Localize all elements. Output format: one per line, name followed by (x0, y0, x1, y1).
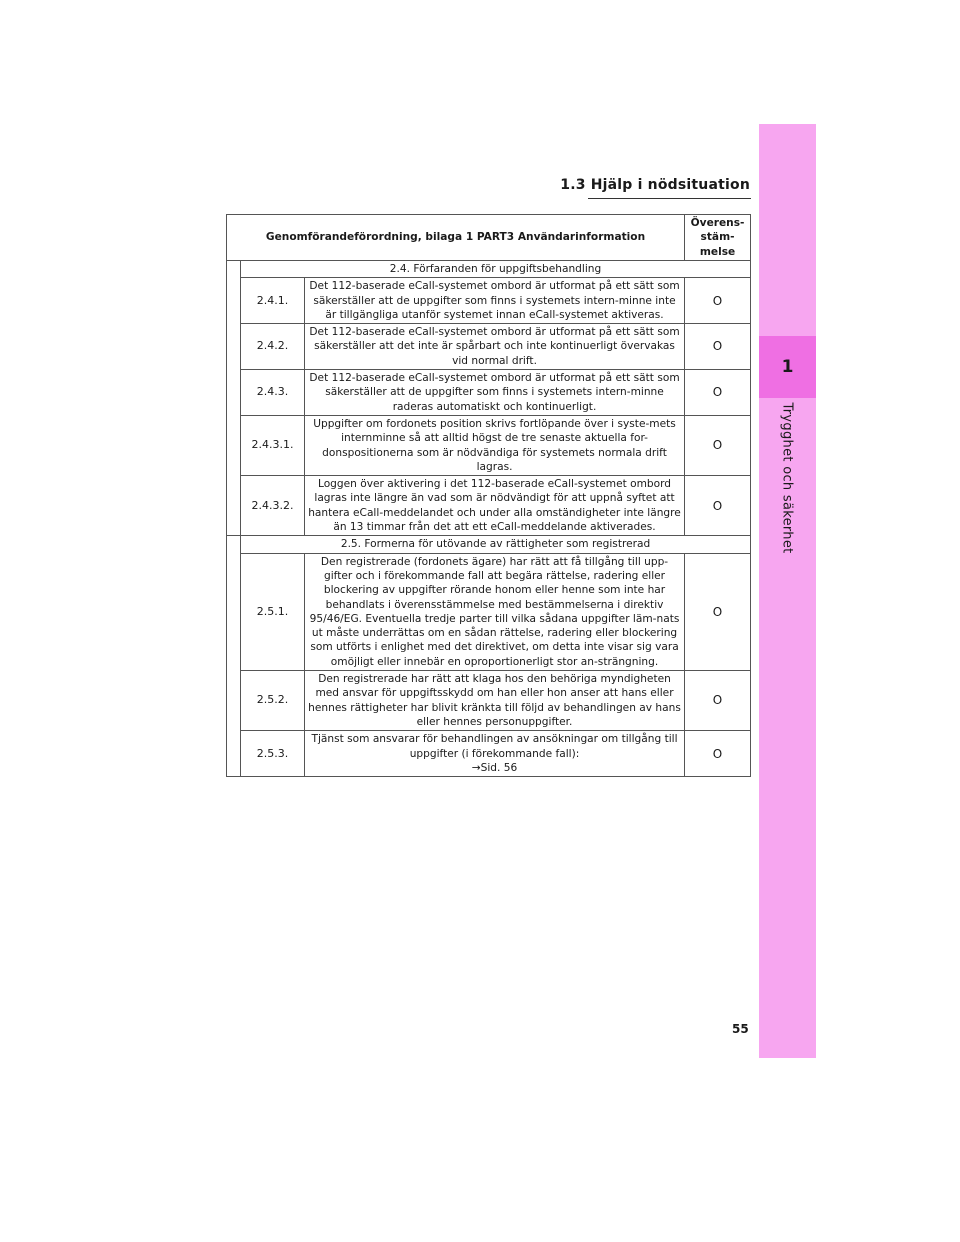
clause-text-cell (305, 370, 685, 416)
chapter-title: Trygghet och säkerhet (779, 402, 795, 554)
clause-number: 2.5.3. (241, 731, 305, 777)
section-indent-cell (227, 536, 241, 777)
clause-text-cell (305, 553, 685, 670)
clause-text-cell (305, 415, 685, 475)
clause-number: 2.5.2. (241, 671, 305, 731)
clause-text-cell (305, 476, 685, 536)
conformity-header-l1: Överens- (690, 217, 745, 230)
conformity-mark: O (685, 370, 751, 416)
conformity-header-l3: melse (699, 245, 736, 258)
table-row (227, 415, 751, 475)
table-row (227, 476, 751, 536)
table-row (227, 278, 751, 324)
conformity-mark: O (685, 553, 751, 670)
clause-number: 2.4.1. (241, 278, 305, 324)
chapter-side-tab (759, 124, 816, 1058)
chapter-number-badge (759, 336, 816, 398)
clause-text: Den registrerade har rätt att klaga hos den behöriga myndigheten med ansvar för uppgiftsskydd om han eller hon anser att hans eller hennes rättigheter har blivit kränkta till följd av behandlingen av hans eller hennes personuppgifter. (308, 673, 681, 728)
conformity-mark: O (685, 324, 751, 370)
section-header: 1.3 Hjälp i nödsituation (560, 177, 750, 193)
conformity-header-l2: stäm- (700, 231, 735, 244)
table-row (227, 671, 751, 731)
table-row (227, 370, 751, 416)
table-row (227, 731, 751, 777)
conformity-mark: O (685, 476, 751, 536)
section-indent-cell (227, 261, 241, 536)
conformity-mark: O (685, 671, 751, 731)
clause-text: Uppgifter om fordonets position skrivs fortlöpande över i syste-mets internminne så att alltid högst de tre senaste aktuella for-donspositionerna som är nödvändiga för systemets normala drift lagras. (313, 417, 676, 473)
conformity-mark: O (685, 278, 751, 324)
clause-text: Den registrerade (fordonets ägare) har rätt att få tillgång till upp-gifter och i förekommande fall att begära rättelse, radering eller blockering av uppgifter rörande honom eller henne som inte har behandlats i överensstämmelse med bestämmelserna i direktiv 95/46/EG. Eventuella tredje parter till vilka sådana uppgifter läm-nats ut måste underrättas om en sådan rättelse, radering eller blockering som utförts i enlighet med det direktivet, om detta inte visar sig vara omöjligt eller innebär en oproportionerligt stor an-strängning. (309, 555, 680, 668)
clause-text: Det 112-baserade eCall-systemet ombord är utformat på ett sätt som säkerställer att det inte är spårbart och inte kontinuerligt övervakas vid normal drift. (309, 326, 680, 367)
clause-text-cell (305, 671, 685, 731)
clause-text: Det 112-baserade eCall-systemet ombord är utformat på ett sätt som säkerställer att de uppgifter som finns i systemets intern-minne raderas automatiskt och kontinuerligt. (309, 372, 680, 413)
table-row (227, 324, 751, 370)
header-divider (588, 198, 751, 199)
column-header-regulation: Genomförandeförordning, bilaga 1 PART3 Användarinformation (227, 215, 685, 261)
section-title: 2.5. Formerna för utövande av rättigheter som registrerad (241, 536, 751, 553)
table-body (227, 261, 751, 777)
clause-text-cell (305, 731, 685, 777)
section-title-row (227, 261, 751, 278)
clause-number: 2.4.3.1. (241, 415, 305, 475)
column-header-conformity (685, 215, 751, 261)
clause-text: Tjänst som ansvarar för behandlingen av ansökningar om tillgång till uppgifter (i förekommande fall): (311, 733, 678, 760)
clause-text: Det 112-baserade eCall-systemet ombord är utformat på ett sätt som säkerställer att de uppgifter som finns i systemets intern-minne inte är tillgängliga utanför systemet innan eCall-systemet aktiveras. (309, 280, 680, 321)
conformity-mark: O (685, 415, 751, 475)
conformity-mark: O (685, 731, 751, 777)
section-title: 2.4. Förfaranden för uppgiftsbehandling (241, 261, 751, 278)
clause-number: 2.4.3.2. (241, 476, 305, 536)
clause-number: 2.4.3. (241, 370, 305, 416)
clause-text-cell (305, 278, 685, 324)
clause-text-cell (305, 324, 685, 370)
clause-number: 2.5.1. (241, 553, 305, 670)
user-information-table (226, 214, 751, 777)
table-row (227, 553, 751, 670)
clause-number: 2.4.2. (241, 324, 305, 370)
section-title-row (227, 536, 751, 553)
page-number: 55 (732, 1022, 749, 1036)
clause-text: Loggen över aktivering i det 112-baserade eCall-systemet ombord lagras inte längre än vad som är nödvändigt för att uppnå syftet att hantera eCall-meddelandet och under alla omständigheter inte längre än 13 timmar från det att ett eCall-meddelande aktiverades. (308, 478, 681, 534)
table-header-row (227, 215, 751, 261)
chapter-number: 1 (781, 357, 794, 377)
page-reference-link[interactable]: →Sid. 56 (471, 761, 518, 774)
